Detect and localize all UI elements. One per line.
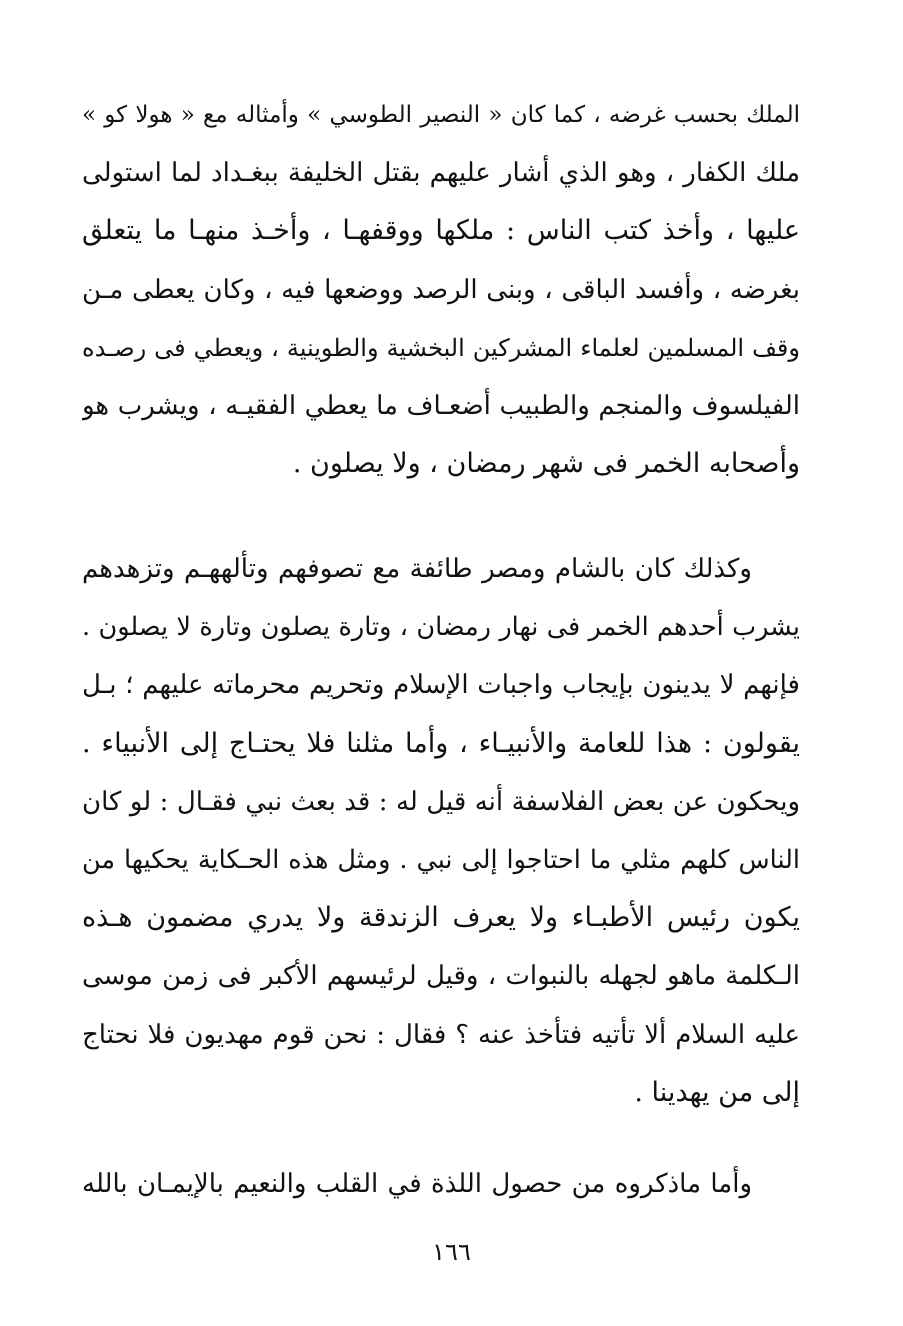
text-line: وقف المسلمين لعلماء المشركين البخشية والطوينية ، ويعطي فى رصـده [82, 333, 800, 362]
text-line: وكذلك كان بالشام ومصر طائفة مع تصوفهم وتألههـم وتزهدهم [82, 554, 752, 584]
paragraph-3 [82, 1155, 800, 1213]
text-line: عليه السلام ألا تأتيه فتأخذ عنه ؟ فقال : نحن قوم مهديون فلا نحتاج [82, 1019, 800, 1050]
text-line: إلى من يهدينا . [634, 1076, 800, 1108]
text-line: الفيلسوف والمنجم والطبيب أضعـاف ما يعطي الفقيـه ، ويشرب هو [82, 390, 800, 421]
text-line: فإنهم لا يدينون بإيجاب واجبات الإسلام وتحريم محرماته عليهم ؛ بـل [82, 670, 800, 701]
text-line: وأصحابه الخمر فى شهر رمضان ، ولا يصلون . [292, 448, 800, 480]
page-number: ١٦٦ [432, 1238, 471, 1266]
paragraph-2 [82, 540, 800, 1122]
text-line: يقولون : هذا للعامة والأنبيـاء ، وأما مثلنا فلا يحتـاج إلى الأنبياء . [82, 727, 800, 759]
text-line: بغرضه ، وأفسد الباقى ، وبنى الرصد ووضعها فيه ، وكان يعطى مـن [82, 274, 800, 305]
text-line: وأما ماذكروه من حصول اللذة في القلب والنعيم بالإيمـان بالله [82, 1169, 752, 1199]
text-line: يكون رئيس الأطبـاء ولا يعرف الزندقة ولا يدري مضمون هـذه [82, 902, 800, 934]
paragraph-1 [82, 86, 800, 493]
text-line: الناس كلهم مثلي ما احتاجوا إلى نبي . ومثل هذه الحـكاية يحكيها من [82, 844, 800, 875]
text-line: عليها ، وأخذ كتب الناس : ملكها ووقفهـا ، وأخـذ منهـا ما يتعلق [82, 215, 800, 247]
text-line: الملك بحسب غرضه ، كما كان « النصير الطوسي » وأمثاله مع « هولا كو » [82, 102, 800, 128]
text-line: ويحكون عن بعض الفلاسفة أنه قيل له : قد بعث نبي فقـال : لو كان [82, 786, 800, 817]
text-line: يشرب أحدهم الخمر فى نهار رمضان ، وتارة يصلون وتارة لا يصلون . [82, 612, 800, 643]
text-line: الـكلمة ماهو لجهله بالنبوات ، وقيل لرئيسهم الأكبر فى زمن موسى [82, 961, 800, 992]
text-line: ملك الكفار ، وهو الذي أشار عليهم بقتل الخليفة ببغـداد لما استولى [82, 158, 800, 189]
